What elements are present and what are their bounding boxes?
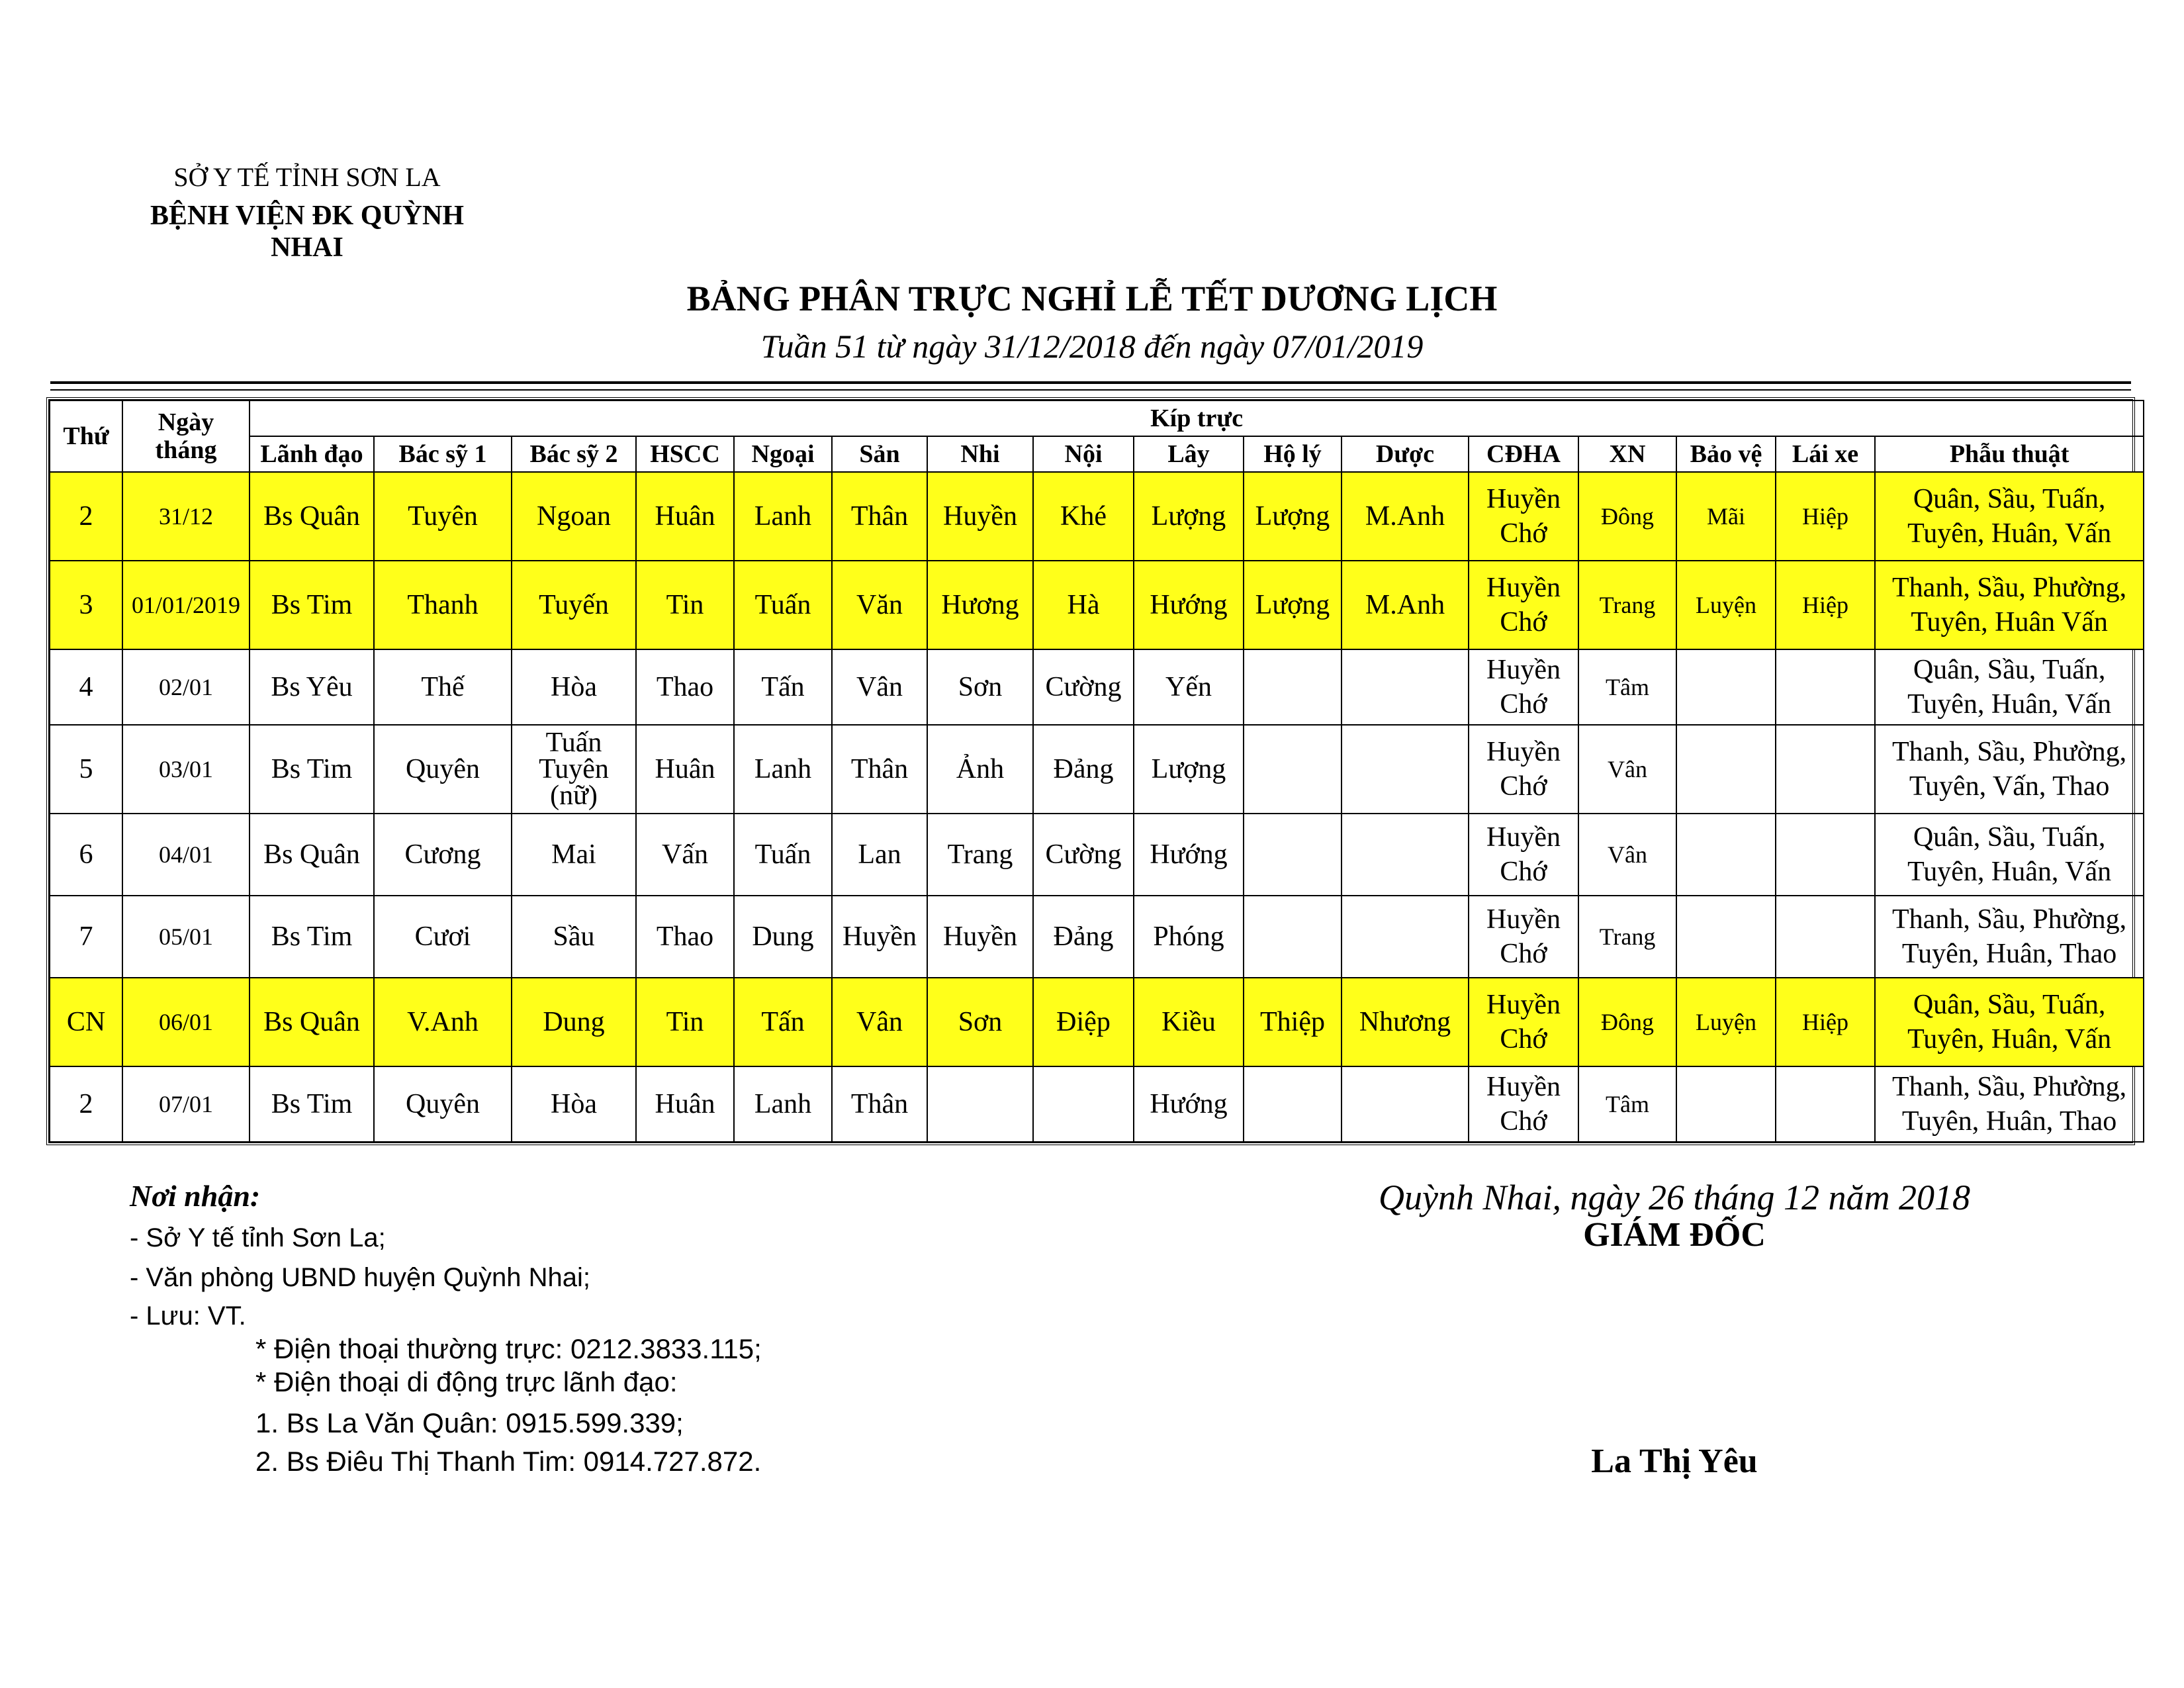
cell-date: 05/01 bbox=[122, 896, 250, 978]
cell-phẫu-thuật: Quân, Sầu, Tuấn, Tuyên, Huân, Vấn bbox=[1875, 472, 2144, 561]
cell-lãnh-đạo: Bs Quân bbox=[250, 814, 374, 896]
header-col: Bác sỹ 1 bbox=[374, 436, 512, 472]
cell-dược bbox=[1342, 1066, 1469, 1142]
cell-lây: Hướng bbox=[1134, 814, 1244, 896]
cell-date: 31/12 bbox=[122, 472, 250, 561]
header-ngay-line1: Ngày bbox=[158, 408, 214, 436]
cell-nội: Đảng bbox=[1033, 725, 1134, 814]
cell-xn: Đông bbox=[1578, 978, 1676, 1066]
cell-lây: Kiều bbox=[1134, 978, 1244, 1066]
header-ngay-thang bbox=[122, 400, 250, 472]
cell-phẫu-thuật: Quân, Sầu, Tuấn, Tuyên, Huân, Vấn bbox=[1875, 814, 2144, 896]
cell-thu: 7 bbox=[50, 896, 122, 978]
cell-hộ-lý: Thiệp bbox=[1244, 978, 1342, 1066]
cell-date: 04/01 bbox=[122, 814, 250, 896]
table-row bbox=[50, 725, 2144, 814]
cell-bác-sỹ-2: Hòa bbox=[512, 649, 636, 725]
phone-line: * Điện thoại di động trực lãnh đạo: bbox=[255, 1366, 678, 1397]
recipient-item: - Lưu: VT. bbox=[130, 1301, 246, 1331]
cell-sản: Vân bbox=[832, 978, 927, 1066]
director-title: GIÁM ĐỐC bbox=[1583, 1216, 1766, 1254]
cell-phẫu-thuật: Quân, Sầu, Tuấn, Tuyên, Huân, Vấn bbox=[1875, 978, 2144, 1066]
cell-cđha: Huyền Chớ bbox=[1469, 561, 1578, 649]
phone-line: 2. Bs Điêu Thị Thanh Tim: 0914.727.872. bbox=[255, 1446, 762, 1477]
cell-dược bbox=[1342, 725, 1469, 814]
cell-lây: Lượng bbox=[1134, 472, 1244, 561]
cell-lái-xe bbox=[1776, 1066, 1875, 1142]
title-rule-thin bbox=[50, 389, 2131, 391]
cell-lãnh-đạo: Bs Yêu bbox=[250, 649, 374, 725]
cell-dược: M.Anh bbox=[1342, 472, 1469, 561]
cell-dược bbox=[1342, 649, 1469, 725]
cell-bác-sỹ-1: Cương bbox=[374, 814, 512, 896]
cell-bảo-vệ: Luyện bbox=[1676, 978, 1776, 1066]
signer-name: La Thị Yêu bbox=[1591, 1442, 1758, 1480]
cell-bác-sỹ-1: Quyên bbox=[374, 725, 512, 814]
header-kip-truc: Kíp trực bbox=[250, 400, 2144, 436]
table-row bbox=[50, 814, 2144, 896]
cell-xn: Tâm bbox=[1578, 649, 1676, 725]
cell-dược: Nhương bbox=[1342, 978, 1469, 1066]
cell-nhi: Ảnh bbox=[927, 725, 1033, 814]
cell-lãnh-đạo: Bs Tim bbox=[250, 896, 374, 978]
cell-ngoại: Tuấn bbox=[734, 814, 832, 896]
cell-hscc: Thao bbox=[636, 896, 734, 978]
header-thu: Thứ bbox=[50, 400, 122, 472]
cell-lái-xe: Hiệp bbox=[1776, 472, 1875, 561]
table-row bbox=[50, 561, 2144, 649]
header-col: Dược bbox=[1342, 436, 1469, 472]
cell-xn: Trang bbox=[1578, 896, 1676, 978]
cell-phẫu-thuật: Thanh, Sầu, Phường, Tuyên, Huân Vấn bbox=[1875, 561, 2144, 649]
cell-xn: Trang bbox=[1578, 561, 1676, 649]
cell-bảo-vệ: Luyện bbox=[1676, 561, 1776, 649]
cell-lái-xe bbox=[1776, 725, 1875, 814]
header-ngay-line2: tháng bbox=[155, 436, 217, 464]
header-col: Nhi bbox=[927, 436, 1033, 472]
cell-bảo-vệ bbox=[1676, 1066, 1776, 1142]
header-col: HSCC bbox=[636, 436, 734, 472]
header-row-columns bbox=[50, 436, 2144, 472]
phone-line: * Điện thoại thường trực: 0212.3833.115; bbox=[255, 1333, 762, 1364]
table-row bbox=[50, 896, 2144, 978]
cell-hộ-lý: Lượng bbox=[1244, 472, 1342, 561]
org-line-department: SỞ Y TẾ TỈNH SƠN LA bbox=[173, 162, 441, 192]
cell-bác-sỹ-2: Tuấn Tuyên (nữ) bbox=[512, 725, 636, 814]
cell-ngoại: Lanh bbox=[734, 1066, 832, 1142]
cell-hộ-lý bbox=[1244, 814, 1342, 896]
cell-nhi bbox=[927, 1066, 1033, 1142]
header-col: Sản bbox=[832, 436, 927, 472]
cell-xn: Đông bbox=[1578, 472, 1676, 561]
cell-hộ-lý bbox=[1244, 896, 1342, 978]
header-col: Hộ lý bbox=[1244, 436, 1342, 472]
cell-bác-sỹ-1: Tuyên bbox=[374, 472, 512, 561]
cell-lây: Lượng bbox=[1134, 725, 1244, 814]
cell-lái-xe: Hiệp bbox=[1776, 561, 1875, 649]
cell-bác-sỹ-2: Dung bbox=[512, 978, 636, 1066]
header-col: Ngoại bbox=[734, 436, 832, 472]
header-col: XN bbox=[1578, 436, 1676, 472]
cell-nhi: Sơn bbox=[927, 649, 1033, 725]
phone-line: 1. Bs La Văn Quân: 0915.599.339; bbox=[255, 1407, 684, 1438]
cell-xn: Vân bbox=[1578, 725, 1676, 814]
cell-lái-xe: Hiệp bbox=[1776, 978, 1875, 1066]
cell-phẫu-thuật: Quân, Sầu, Tuấn, Tuyên, Huân, Vấn bbox=[1875, 649, 2144, 725]
cell-lái-xe bbox=[1776, 814, 1875, 896]
document-title: BẢNG PHÂN TRỰC NGHỈ LỄ TẾT DƯƠNG LỊCH bbox=[686, 279, 1498, 318]
header-col: Lái xe bbox=[1776, 436, 1875, 472]
cell-nội: Cường bbox=[1033, 814, 1134, 896]
cell-cđha: Huyền Chớ bbox=[1469, 725, 1578, 814]
cell-dược bbox=[1342, 896, 1469, 978]
cell-lây: Phóng bbox=[1134, 896, 1244, 978]
recipient-item: - Sở Y tế tỉnh Sơn La; bbox=[130, 1223, 386, 1252]
duty-schedule-table bbox=[46, 397, 2135, 1145]
org-line-hospital: BỆNH VIỆN ĐK QUỲNH NHAI bbox=[150, 201, 465, 263]
cell-bác-sỹ-1: Thanh bbox=[374, 561, 512, 649]
cell-sản: Lan bbox=[832, 814, 927, 896]
cell-thu: 2 bbox=[50, 1066, 122, 1142]
cell-sản: Thân bbox=[832, 472, 927, 561]
cell-ngoại: Tấn bbox=[734, 978, 832, 1066]
cell-nội: Cường bbox=[1033, 649, 1134, 725]
cell-lái-xe bbox=[1776, 896, 1875, 978]
cell-xn: Tâm bbox=[1578, 1066, 1676, 1142]
cell-hộ-lý: Lượng bbox=[1244, 561, 1342, 649]
cell-ngoại: Lanh bbox=[734, 725, 832, 814]
cell-thu: CN bbox=[50, 978, 122, 1066]
header-col: Phẫu thuật bbox=[1875, 436, 2144, 472]
cell-cđha: Huyền Chớ bbox=[1469, 1066, 1578, 1142]
cell-date: 06/01 bbox=[122, 978, 250, 1066]
header-row-top bbox=[50, 400, 2144, 436]
cell-ngoại: Lanh bbox=[734, 472, 832, 561]
cell-phẫu-thuật: Thanh, Sầu, Phường, Tuyên, Vấn, Thao bbox=[1875, 725, 2144, 814]
cell-lãnh-đạo: Bs Tim bbox=[250, 561, 374, 649]
cell-bảo-vệ bbox=[1676, 649, 1776, 725]
cell-lây: Hướng bbox=[1134, 1066, 1244, 1142]
cell-sản: Thân bbox=[832, 725, 927, 814]
cell-bác-sỹ-1: V.Anh bbox=[374, 978, 512, 1066]
cell-lây: Yến bbox=[1134, 649, 1244, 725]
cell-nhi: Sơn bbox=[927, 978, 1033, 1066]
cell-phẫu-thuật: Thanh, Sầu, Phường, Tuyên, Huân, Thao bbox=[1875, 896, 2144, 978]
cell-hscc: Tin bbox=[636, 561, 734, 649]
cell-hộ-lý bbox=[1244, 649, 1342, 725]
header-col: Nội bbox=[1033, 436, 1134, 472]
recipient-item: - Văn phòng UBND huyện Quỳnh Nhai; bbox=[130, 1263, 590, 1292]
cell-cđha: Huyền Chớ bbox=[1469, 978, 1578, 1066]
cell-nhi: Hương bbox=[927, 561, 1033, 649]
cell-bảo-vệ bbox=[1676, 896, 1776, 978]
cell-cđha: Huyền Chớ bbox=[1469, 896, 1578, 978]
cell-hộ-lý bbox=[1244, 1066, 1342, 1142]
cell-date: 01/01/2019 bbox=[122, 561, 250, 649]
cell-bác-sỹ-1: Thế bbox=[374, 649, 512, 725]
header-col: Bác sỹ 2 bbox=[512, 436, 636, 472]
cell-bác-sỹ-1: Quyên bbox=[374, 1066, 512, 1142]
cell-sản: Vân bbox=[832, 649, 927, 725]
cell-bác-sỹ-1: Cươi bbox=[374, 896, 512, 978]
title-rule-thick bbox=[50, 381, 2131, 384]
cell-thu: 3 bbox=[50, 561, 122, 649]
cell-nội: Khé bbox=[1033, 472, 1134, 561]
cell-thu: 4 bbox=[50, 649, 122, 725]
cell-nội bbox=[1033, 1066, 1134, 1142]
header-col: Lây bbox=[1134, 436, 1244, 472]
cell-bảo-vệ bbox=[1676, 725, 1776, 814]
table-body bbox=[50, 472, 2144, 1142]
cell-bác-sỹ-2: Hòa bbox=[512, 1066, 636, 1142]
cell-bác-sỹ-2: Mai bbox=[512, 814, 636, 896]
cell-lái-xe bbox=[1776, 649, 1875, 725]
cell-sản: Văn bbox=[832, 561, 927, 649]
table-row bbox=[50, 649, 2144, 725]
cell-bác-sỹ-2: Tuyến bbox=[512, 561, 636, 649]
table-row bbox=[50, 1066, 2144, 1142]
document-subtitle: Tuần 51 từ ngày 31/12/2018 đến ngày 07/01/2019 bbox=[760, 328, 1424, 365]
cell-cđha: Huyền Chớ bbox=[1469, 814, 1578, 896]
table-row bbox=[50, 472, 2144, 561]
cell-hscc: Thao bbox=[636, 649, 734, 725]
cell-thu: 5 bbox=[50, 725, 122, 814]
cell-hscc: Vấn bbox=[636, 814, 734, 896]
cell-nội: Điệp bbox=[1033, 978, 1134, 1066]
cell-lãnh-đạo: Bs Tim bbox=[250, 725, 374, 814]
cell-cđha: Huyền Chớ bbox=[1469, 472, 1578, 561]
cell-nhi: Trang bbox=[927, 814, 1033, 896]
cell-bảo-vệ: Mãi bbox=[1676, 472, 1776, 561]
cell-lãnh-đạo: Bs Quân bbox=[250, 978, 374, 1066]
cell-thu: 2 bbox=[50, 472, 122, 561]
header-col: Bảo vệ bbox=[1676, 436, 1776, 472]
cell-ngoại: Dung bbox=[734, 896, 832, 978]
cell-date: 03/01 bbox=[122, 725, 250, 814]
cell-hscc: Tin bbox=[636, 978, 734, 1066]
cell-hscc: Huân bbox=[636, 725, 734, 814]
cell-sản: Huyền bbox=[832, 896, 927, 978]
cell-date: 02/01 bbox=[122, 649, 250, 725]
cell-bảo-vệ bbox=[1676, 814, 1776, 896]
cell-lãnh-đạo: Bs Quân bbox=[250, 472, 374, 561]
header-col: Lãnh đạo bbox=[250, 436, 374, 472]
cell-hscc: Huân bbox=[636, 472, 734, 561]
cell-lãnh-đạo: Bs Tim bbox=[250, 1066, 374, 1142]
cell-ngoại: Tuấn bbox=[734, 561, 832, 649]
cell-dược bbox=[1342, 814, 1469, 896]
cell-nhi: Huyền bbox=[927, 472, 1033, 561]
cell-date: 07/01 bbox=[122, 1066, 250, 1142]
header-col: CĐHA bbox=[1469, 436, 1578, 472]
cell-bác-sỹ-2: Ngoan bbox=[512, 472, 636, 561]
cell-dược: M.Anh bbox=[1342, 561, 1469, 649]
cell-nội: Đảng bbox=[1033, 896, 1134, 978]
recipients-title: Nơi nhận: bbox=[130, 1179, 261, 1213]
cell-hộ-lý bbox=[1244, 725, 1342, 814]
cell-nội: Hà bbox=[1033, 561, 1134, 649]
cell-phẫu-thuật: Thanh, Sầu, Phường, Tuyên, Huân, Thao bbox=[1875, 1066, 2144, 1142]
cell-xn: Vân bbox=[1578, 814, 1676, 896]
cell-ngoại: Tấn bbox=[734, 649, 832, 725]
cell-lây: Hướng bbox=[1134, 561, 1244, 649]
table-row bbox=[50, 978, 2144, 1066]
cell-cđha: Huyền Chớ bbox=[1469, 649, 1578, 725]
cell-nhi: Huyền bbox=[927, 896, 1033, 978]
cell-bác-sỹ-2: Sầu bbox=[512, 896, 636, 978]
place-date: Quỳnh Nhai, ngày 26 tháng 12 năm 2018 bbox=[1379, 1178, 1970, 1217]
cell-thu: 6 bbox=[50, 814, 122, 896]
cell-sản: Thân bbox=[832, 1066, 927, 1142]
cell-hscc: Huân bbox=[636, 1066, 734, 1142]
